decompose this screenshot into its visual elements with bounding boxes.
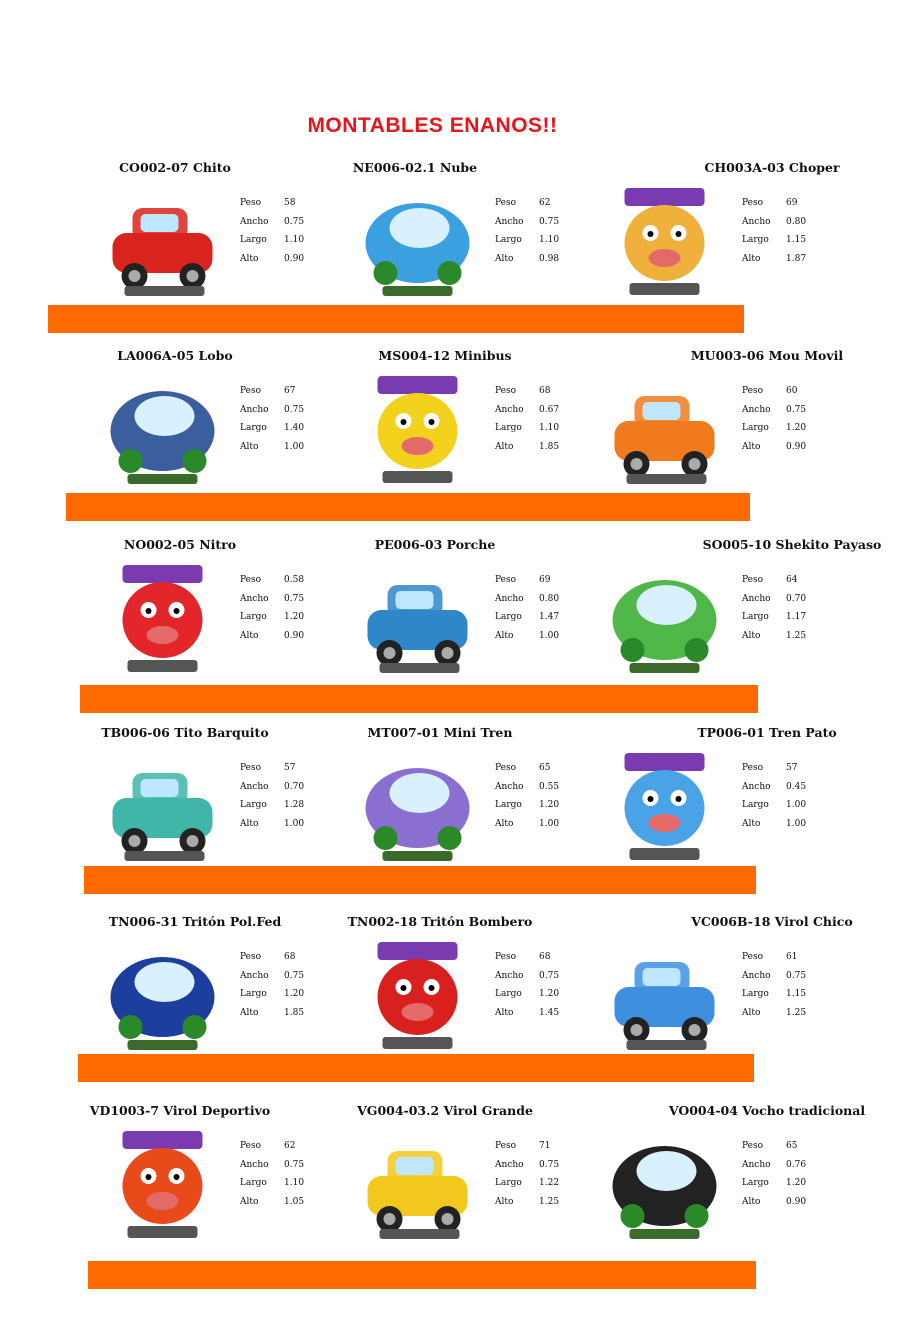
spec-table bbox=[742, 198, 806, 272]
boat-ride-icon bbox=[100, 743, 225, 865]
spec-row-alto bbox=[742, 819, 806, 838]
spec-row-ancho bbox=[495, 782, 559, 801]
spec-row-peso bbox=[495, 386, 559, 405]
spec-value-largo: 1.17 bbox=[786, 612, 807, 623]
spec-value-ancho: 0.75 bbox=[539, 970, 560, 981]
spec-label-largo: Largo bbox=[240, 612, 267, 623]
spec-row-peso bbox=[240, 952, 304, 971]
spec-value-largo: 1.10 bbox=[284, 1178, 305, 1189]
spec-row-largo bbox=[240, 989, 304, 1008]
spec-value-alto: 1.00 bbox=[284, 818, 305, 829]
spec-row-largo bbox=[240, 800, 304, 819]
bubble-car-ride-icon bbox=[602, 932, 727, 1054]
spec-label-peso: Peso bbox=[495, 1141, 517, 1151]
spec-row-ancho bbox=[742, 971, 806, 990]
spec-row-peso bbox=[240, 198, 304, 217]
spec-label-peso: Peso bbox=[495, 763, 517, 773]
spec-row-ancho bbox=[742, 594, 806, 613]
spec-label-largo: Largo bbox=[240, 989, 267, 1000]
spec-row-peso bbox=[742, 1141, 806, 1160]
spec-value-ancho: 0.80 bbox=[539, 593, 560, 604]
spec-label-alto: Alto bbox=[495, 630, 514, 641]
spec-value-alto: 1.45 bbox=[539, 1007, 560, 1018]
minibus-ride-icon bbox=[355, 366, 480, 488]
spec-value-peso: 0.58 bbox=[284, 575, 305, 585]
product-name: TN006-31 Tritón Pol.Fed bbox=[108, 914, 282, 929]
spec-value-ancho: 0.70 bbox=[786, 593, 807, 604]
product-card bbox=[89, 1103, 390, 1253]
spec-table bbox=[240, 952, 304, 1026]
spec-label-ancho: Ancho bbox=[495, 970, 524, 981]
vocho-car-ride-icon bbox=[602, 1121, 727, 1243]
spec-table bbox=[495, 575, 559, 649]
spec-label-ancho: Ancho bbox=[495, 216, 524, 227]
spec-table bbox=[240, 1141, 304, 1215]
spec-label-peso: Peso bbox=[240, 952, 262, 962]
spec-row-ancho bbox=[495, 594, 559, 613]
spec-value-peso: 65 bbox=[786, 1141, 798, 1151]
product-name: CO002-07 Chito bbox=[119, 160, 231, 175]
spec-row-peso bbox=[495, 763, 559, 782]
spec-value-peso: 67 bbox=[284, 386, 296, 396]
spec-label-peso: Peso bbox=[742, 575, 764, 585]
police-truck-ride-icon bbox=[100, 932, 225, 1054]
spec-value-ancho: 0.75 bbox=[284, 970, 305, 981]
truck-ride-icon bbox=[100, 178, 225, 300]
spec-row-ancho bbox=[240, 971, 304, 990]
spec-row-alto bbox=[495, 631, 559, 650]
spec-value-alto: 1.25 bbox=[786, 630, 807, 641]
spec-row-alto bbox=[240, 442, 304, 461]
product-card bbox=[602, 1103, 892, 1253]
spec-label-peso: Peso bbox=[240, 198, 262, 208]
spec-value-peso: 69 bbox=[786, 198, 798, 208]
spec-value-peso: 61 bbox=[786, 952, 798, 962]
spec-value-alto: 1.00 bbox=[284, 441, 305, 452]
spec-value-largo: 1.20 bbox=[539, 800, 560, 811]
product-name: TP006-01 Tren Pato bbox=[697, 725, 837, 740]
fire-truck-ride-icon bbox=[355, 932, 480, 1054]
product-name: TN002-18 Tritón Bombero bbox=[347, 914, 533, 929]
cloud-car-ride-icon bbox=[355, 178, 480, 300]
spec-table bbox=[742, 1141, 806, 1215]
spec-label-peso: Peso bbox=[495, 575, 517, 585]
spec-value-peso: 60 bbox=[786, 386, 798, 396]
spec-value-ancho: 0.45 bbox=[786, 781, 807, 792]
spec-label-alto: Alto bbox=[742, 1196, 761, 1207]
spec-row-peso bbox=[742, 575, 806, 594]
spec-row-ancho bbox=[240, 782, 304, 801]
spec-row-alto bbox=[240, 1008, 304, 1027]
product-name: PE006-03 Porche bbox=[374, 537, 496, 552]
spec-label-peso: Peso bbox=[495, 198, 517, 208]
spec-row-largo bbox=[240, 612, 304, 631]
spec-row-peso bbox=[742, 198, 806, 217]
product-card bbox=[602, 348, 892, 498]
spec-value-largo: 1.10 bbox=[539, 235, 560, 246]
spec-table bbox=[240, 763, 304, 837]
spec-label-alto: Alto bbox=[495, 253, 514, 264]
spec-value-ancho: 0.80 bbox=[786, 216, 807, 227]
spec-label-ancho: Ancho bbox=[742, 404, 771, 415]
spec-row-peso bbox=[495, 1141, 559, 1160]
spec-label-largo: Largo bbox=[240, 800, 267, 811]
spec-row-alto bbox=[240, 1197, 304, 1216]
spec-row-ancho bbox=[495, 1160, 559, 1179]
spec-row-largo bbox=[240, 235, 304, 254]
product-name: VO004-04 Vocho tradicional bbox=[668, 1103, 866, 1118]
spec-label-largo: Largo bbox=[742, 423, 769, 434]
spec-label-alto: Alto bbox=[495, 1007, 514, 1018]
spec-value-alto: 1.00 bbox=[539, 818, 560, 829]
spec-row-alto bbox=[240, 254, 304, 273]
spec-table bbox=[495, 1141, 559, 1215]
spec-row-alto bbox=[240, 819, 304, 838]
spec-row-peso bbox=[240, 386, 304, 405]
spec-value-largo: 1.40 bbox=[284, 423, 305, 434]
spec-value-peso: 64 bbox=[786, 575, 798, 585]
spec-value-ancho: 0.75 bbox=[786, 970, 807, 981]
spec-value-ancho: 0.75 bbox=[786, 404, 807, 415]
spec-label-alto: Alto bbox=[742, 630, 761, 641]
spec-label-largo: Largo bbox=[742, 235, 769, 246]
spec-label-ancho: Ancho bbox=[240, 216, 269, 227]
spec-row-alto bbox=[495, 442, 559, 461]
spec-value-ancho: 0.76 bbox=[786, 1159, 807, 1170]
spec-label-alto: Alto bbox=[240, 818, 259, 829]
spec-value-largo: 1.20 bbox=[284, 989, 305, 1000]
spec-row-largo bbox=[742, 989, 806, 1008]
spec-label-ancho: Ancho bbox=[495, 781, 524, 792]
spec-value-largo: 1.20 bbox=[786, 423, 807, 434]
clown-car-ride-icon bbox=[602, 555, 727, 677]
orange-divider-bar bbox=[66, 493, 750, 521]
spec-value-ancho: 0.75 bbox=[284, 216, 305, 227]
spec-value-peso: 62 bbox=[284, 1141, 296, 1151]
spec-row-largo bbox=[495, 1178, 559, 1197]
spec-label-largo: Largo bbox=[742, 800, 769, 811]
spec-row-peso bbox=[742, 763, 806, 782]
product-name: MS004-12 Minibus bbox=[378, 348, 512, 363]
spec-value-ancho: 0.75 bbox=[284, 593, 305, 604]
spec-label-alto: Alto bbox=[495, 441, 514, 452]
spec-label-largo: Largo bbox=[495, 423, 522, 434]
spec-row-largo bbox=[240, 1178, 304, 1197]
spec-table bbox=[240, 386, 304, 460]
spec-value-peso: 58 bbox=[284, 198, 296, 208]
spec-row-ancho bbox=[495, 217, 559, 236]
spec-row-ancho bbox=[240, 1160, 304, 1179]
duck-train-ride-icon bbox=[602, 743, 727, 865]
spec-value-largo: 1.28 bbox=[284, 800, 305, 811]
spec-value-alto: 1.05 bbox=[284, 1196, 305, 1207]
spec-value-largo: 1.22 bbox=[539, 1178, 560, 1189]
product-card bbox=[100, 537, 390, 687]
spec-value-largo: 1.10 bbox=[539, 423, 560, 434]
spec-label-alto: Alto bbox=[742, 1007, 761, 1018]
spec-label-largo: Largo bbox=[495, 989, 522, 1000]
sports-car-ride-icon bbox=[355, 555, 480, 677]
spec-label-peso: Peso bbox=[742, 386, 764, 396]
spec-row-alto bbox=[742, 254, 806, 273]
spec-row-largo bbox=[742, 1178, 806, 1197]
horse-ride-icon bbox=[602, 178, 727, 300]
spec-value-ancho: 0.67 bbox=[539, 404, 560, 415]
spec-label-largo: Largo bbox=[240, 235, 267, 246]
beetle-car-ride-icon bbox=[355, 1121, 480, 1243]
spec-row-largo bbox=[495, 989, 559, 1008]
spec-label-ancho: Ancho bbox=[240, 404, 269, 415]
spec-row-largo bbox=[742, 423, 806, 442]
spec-value-alto: 1.00 bbox=[539, 630, 560, 641]
spec-label-alto: Alto bbox=[240, 1196, 259, 1207]
spec-row-peso bbox=[742, 952, 806, 971]
product-name: VD1003-7 Virol Deportivo bbox=[89, 1103, 271, 1118]
orange-divider-bar bbox=[48, 305, 744, 333]
spec-row-alto bbox=[742, 631, 806, 650]
orange-divider-bar bbox=[80, 685, 758, 713]
spec-label-alto: Alto bbox=[495, 1196, 514, 1207]
spec-value-ancho: 0.75 bbox=[539, 216, 560, 227]
spec-label-ancho: Ancho bbox=[240, 781, 269, 792]
spec-label-largo: Largo bbox=[495, 800, 522, 811]
spec-row-largo bbox=[495, 423, 559, 442]
product-card bbox=[602, 160, 892, 310]
spec-row-alto bbox=[495, 254, 559, 273]
product-name: NE006-02.1 Nube bbox=[352, 160, 478, 175]
spec-value-largo: 1.20 bbox=[284, 612, 305, 623]
page-title: MONTABLES ENANOS!! bbox=[307, 114, 558, 137]
spec-label-alto: Alto bbox=[495, 818, 514, 829]
product-card bbox=[100, 914, 390, 1064]
spec-value-alto: 1.85 bbox=[539, 441, 560, 452]
spec-label-largo: Largo bbox=[742, 612, 769, 623]
spec-row-largo bbox=[495, 612, 559, 631]
spec-value-alto: 1.25 bbox=[539, 1196, 560, 1207]
train-ride-icon bbox=[355, 743, 480, 865]
spec-value-alto: 0.90 bbox=[786, 441, 807, 452]
spec-label-alto: Alto bbox=[240, 441, 259, 452]
spec-value-alto: 1.25 bbox=[786, 1007, 807, 1018]
spec-row-alto bbox=[495, 819, 559, 838]
spec-label-peso: Peso bbox=[742, 1141, 764, 1151]
spec-label-alto: Alto bbox=[742, 253, 761, 264]
spec-value-largo: 1.00 bbox=[786, 800, 807, 811]
spec-label-ancho: Ancho bbox=[495, 1159, 524, 1170]
spec-row-peso bbox=[240, 763, 304, 782]
spec-label-ancho: Ancho bbox=[240, 1159, 269, 1170]
product-name: VC006B-18 Virol Chico bbox=[691, 914, 853, 929]
spec-value-peso: 62 bbox=[539, 198, 551, 208]
spec-table bbox=[240, 575, 304, 649]
spec-value-largo: 1.15 bbox=[786, 989, 807, 1000]
wolf-car-ride-icon bbox=[100, 366, 225, 488]
spec-table bbox=[495, 198, 559, 272]
product-name: LA006A-05 Lobo bbox=[117, 348, 233, 363]
spec-value-largo: 1.20 bbox=[539, 989, 560, 1000]
product-name: VG004-03.2 Virol Grande bbox=[357, 1103, 533, 1118]
spec-row-ancho bbox=[495, 405, 559, 424]
spec-value-peso: 71 bbox=[539, 1141, 551, 1151]
spec-label-largo: Largo bbox=[742, 989, 769, 1000]
spec-value-largo: 1.20 bbox=[786, 1178, 807, 1189]
spec-value-largo: 1.10 bbox=[284, 235, 305, 246]
spec-value-peso: 68 bbox=[284, 952, 296, 962]
spec-label-ancho: Ancho bbox=[495, 593, 524, 604]
spec-row-ancho bbox=[240, 217, 304, 236]
spec-row-peso bbox=[742, 386, 806, 405]
spec-table bbox=[495, 952, 559, 1026]
orange-divider-bar bbox=[78, 1054, 754, 1082]
spec-label-peso: Peso bbox=[240, 575, 262, 585]
product-name: MU003-06 Mou Movil bbox=[690, 348, 844, 363]
spec-value-peso: 69 bbox=[539, 575, 551, 585]
spec-table bbox=[495, 386, 559, 460]
spec-value-peso: 68 bbox=[539, 952, 551, 962]
spec-label-ancho: Ancho bbox=[240, 970, 269, 981]
spec-table bbox=[742, 386, 806, 460]
spec-label-ancho: Ancho bbox=[742, 593, 771, 604]
spec-value-largo: 1.47 bbox=[539, 612, 560, 623]
sport-buggy-ride-icon bbox=[100, 1121, 225, 1243]
spec-row-alto bbox=[495, 1197, 559, 1216]
product-name: NO002-05 Nitro bbox=[123, 537, 237, 552]
race-car-ride-icon bbox=[100, 555, 225, 677]
spec-value-alto: 0.90 bbox=[284, 253, 305, 264]
spec-value-peso: 57 bbox=[786, 763, 798, 773]
spec-label-ancho: Ancho bbox=[742, 216, 771, 227]
spec-value-ancho: 0.75 bbox=[284, 404, 305, 415]
spec-label-peso: Peso bbox=[240, 386, 262, 396]
spec-row-peso bbox=[495, 575, 559, 594]
spec-row-largo bbox=[742, 235, 806, 254]
spec-table bbox=[495, 763, 559, 837]
spec-value-ancho: 0.55 bbox=[539, 781, 560, 792]
product-name: SO005-10 Shekito Payaso bbox=[702, 537, 882, 552]
spec-row-ancho bbox=[495, 971, 559, 990]
spec-label-alto: Alto bbox=[742, 818, 761, 829]
spec-row-alto bbox=[240, 631, 304, 650]
spec-value-alto: 1.00 bbox=[786, 818, 807, 829]
spec-label-largo: Largo bbox=[240, 1178, 267, 1189]
spec-value-alto: 0.90 bbox=[284, 630, 305, 641]
product-name: CH003A-03 Choper bbox=[704, 160, 840, 175]
spec-label-alto: Alto bbox=[240, 630, 259, 641]
spec-row-peso bbox=[495, 952, 559, 971]
product-card bbox=[602, 914, 892, 1064]
spec-row-alto bbox=[495, 1008, 559, 1027]
spec-label-largo: Largo bbox=[240, 423, 267, 434]
product-card bbox=[100, 160, 390, 310]
product-card bbox=[100, 725, 390, 875]
spec-label-largo: Largo bbox=[495, 235, 522, 246]
spec-row-largo bbox=[495, 235, 559, 254]
spec-table bbox=[742, 952, 806, 1026]
spec-label-ancho: Ancho bbox=[240, 593, 269, 604]
spec-row-largo bbox=[742, 612, 806, 631]
spec-label-largo: Largo bbox=[495, 1178, 522, 1189]
spec-row-peso bbox=[240, 1141, 304, 1160]
spec-label-peso: Peso bbox=[240, 763, 262, 773]
orange-divider-bar bbox=[88, 1261, 756, 1289]
spec-label-alto: Alto bbox=[240, 253, 259, 264]
spec-value-peso: 57 bbox=[284, 763, 296, 773]
spec-row-ancho bbox=[742, 782, 806, 801]
spec-row-peso bbox=[495, 198, 559, 217]
spec-row-ancho bbox=[742, 217, 806, 236]
spec-row-alto bbox=[742, 442, 806, 461]
spec-row-ancho bbox=[240, 405, 304, 424]
spec-row-largo bbox=[240, 423, 304, 442]
product-card bbox=[602, 537, 892, 687]
spec-value-ancho: 0.70 bbox=[284, 781, 305, 792]
orange-divider-bar bbox=[84, 866, 756, 894]
spec-label-alto: Alto bbox=[742, 441, 761, 452]
spec-value-alto: 1.87 bbox=[786, 253, 807, 264]
spec-label-ancho: Ancho bbox=[742, 781, 771, 792]
spec-table bbox=[742, 575, 806, 649]
classic-car-ride-icon bbox=[602, 366, 727, 488]
product-name: MT007-01 Mini Tren bbox=[367, 725, 513, 740]
spec-label-ancho: Ancho bbox=[742, 970, 771, 981]
spec-row-largo bbox=[495, 800, 559, 819]
spec-label-largo: Largo bbox=[495, 612, 522, 623]
spec-value-ancho: 0.75 bbox=[284, 1159, 305, 1170]
spec-row-alto bbox=[742, 1197, 806, 1216]
spec-row-ancho bbox=[742, 405, 806, 424]
spec-value-alto: 0.98 bbox=[539, 253, 560, 264]
spec-label-peso: Peso bbox=[240, 1141, 262, 1151]
spec-label-ancho: Ancho bbox=[742, 1159, 771, 1170]
spec-row-peso bbox=[240, 575, 304, 594]
spec-label-peso: Peso bbox=[495, 386, 517, 396]
spec-label-peso: Peso bbox=[742, 198, 764, 208]
spec-label-peso: Peso bbox=[495, 952, 517, 962]
spec-value-alto: 1.85 bbox=[284, 1007, 305, 1018]
spec-row-ancho bbox=[240, 594, 304, 613]
spec-label-peso: Peso bbox=[742, 763, 764, 773]
spec-value-alto: 0.90 bbox=[786, 1196, 807, 1207]
spec-value-peso: 65 bbox=[539, 763, 551, 773]
product-name: TB006-06 Tito Barquito bbox=[101, 725, 269, 740]
spec-label-largo: Largo bbox=[742, 1178, 769, 1189]
spec-row-ancho bbox=[742, 1160, 806, 1179]
spec-value-ancho: 0.75 bbox=[539, 1159, 560, 1170]
spec-label-peso: Peso bbox=[742, 952, 764, 962]
spec-row-largo bbox=[742, 800, 806, 819]
spec-label-alto: Alto bbox=[240, 1007, 259, 1018]
spec-table bbox=[742, 763, 806, 837]
product-card bbox=[602, 725, 892, 875]
spec-table bbox=[240, 198, 304, 272]
spec-value-largo: 1.15 bbox=[786, 235, 807, 246]
spec-value-peso: 68 bbox=[539, 386, 551, 396]
spec-label-ancho: Ancho bbox=[495, 404, 524, 415]
product-card bbox=[100, 348, 390, 498]
spec-row-alto bbox=[742, 1008, 806, 1027]
